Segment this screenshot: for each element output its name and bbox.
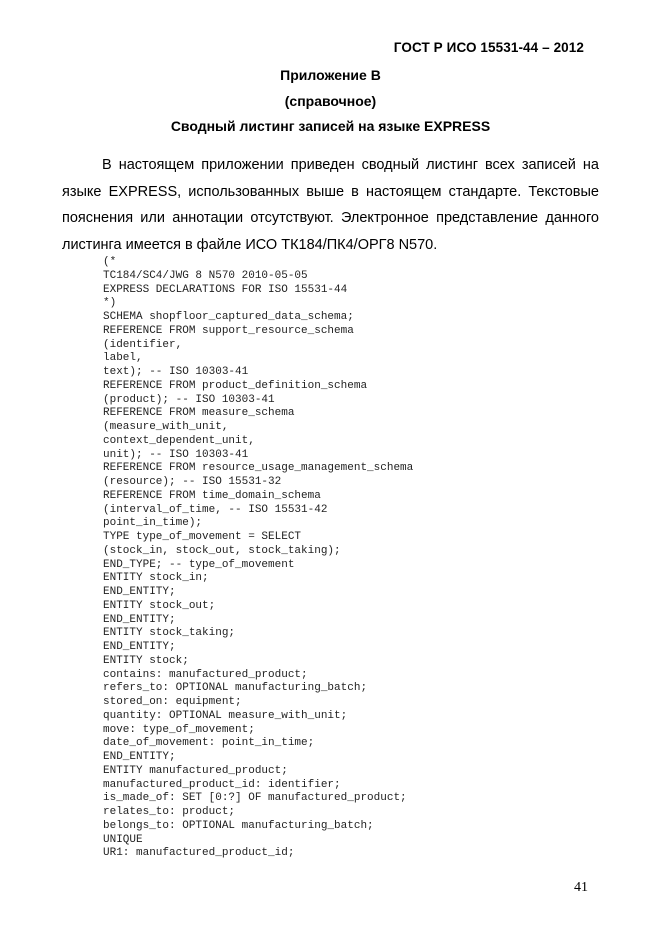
page-number: 41 <box>574 880 588 895</box>
listing-line: ENTITY stock_in; <box>103 572 209 585</box>
listing-line: EXPRESS DECLARATIONS FOR ISO 15531-44 <box>103 283 348 296</box>
intro-paragraph: В настоящем приложении приведен сводный листинг всех записей на языке EXPRESS, использованных выше в настоящем стандарте. Текстовые пояснения или аннотации отсутствуют. Электронное представление данного листинга имеется в файле ИСО ТК184/ПК4/ОРГ8 N570. <box>62 157 599 253</box>
listing-line: unit); -- ISO 10303-41 <box>103 448 249 461</box>
listing-line: point_in_time); <box>103 517 203 530</box>
listing-line: stored_on: equipment; <box>103 696 242 708</box>
listing-line: ENTITY stock_taking; <box>103 627 236 640</box>
listing-line: (* <box>103 256 117 268</box>
listing-line: TYPE type_of_movement = SELECT <box>103 531 302 543</box>
express-listing <box>103 256 413 861</box>
listing-line: (identifier, <box>103 338 183 351</box>
listing-line: END_ENTITY; <box>103 751 176 763</box>
listing-line: context_dependent_unit, <box>103 434 255 447</box>
listing-line: END_ENTITY; <box>103 641 176 653</box>
listing-line: relates_to: product; <box>103 806 236 818</box>
listing-line: ENTITY stock_out; <box>103 599 216 612</box>
listing-line: label, <box>103 352 143 365</box>
appendix-title: Приложение В <box>280 67 381 83</box>
listing-line: REFERENCE FROM support_resource_schema <box>103 324 354 337</box>
intro-section <box>62 152 599 258</box>
listing-line: contains: manufactured_product; <box>103 668 308 681</box>
listing-line: REFERENCE FROM measure_schema <box>103 407 295 420</box>
listing-line: REFERENCE FROM resource_usage_management_schema <box>103 462 414 475</box>
listing-line: SCHEMA shopfloor_captured_data_schema; <box>103 311 354 323</box>
listing-line: (stock_in, stock_out, stock_taking); <box>103 544 341 557</box>
appendix-name: Сводный листинг записей на языке EXPRESS <box>170 118 491 134</box>
listing-line: (resource); -- ISO 15531-32 <box>103 476 282 488</box>
listing-line: (product); -- ISO 10303-41 <box>103 393 275 406</box>
listing-line: belongs_to: OPTIONAL manufacturing_batch; <box>103 819 374 832</box>
listing-line: manufactured_product_id: identifier; <box>103 778 341 791</box>
listing-line: (interval_of_time, -- ISO 15531-42 <box>103 503 328 516</box>
listing-line: date_of_movement: point_in_time; <box>103 737 315 750</box>
standard-code: ГОСТ Р ИСО 15531-44 – 2012 <box>393 40 584 55</box>
listing-line: END_ENTITY; <box>103 586 176 598</box>
listing-line: END_ENTITY; <box>103 613 176 626</box>
listing-line: ENTITY stock; <box>103 654 189 667</box>
listing-line: REFERENCE FROM product_definition_schema <box>103 379 368 392</box>
listing-line: END_TYPE; -- type_of_movement <box>103 558 295 571</box>
listing-line: ENTITY manufactured_product; <box>103 764 288 777</box>
listing-line: TC184/SC4/JWG 8 N570 2010-05-05 <box>103 269 308 282</box>
listing-line: move: type_of_movement; <box>103 723 255 736</box>
listing-line: text); -- ISO 10303-41 <box>103 366 249 378</box>
listing-line: (measure_with_unit, <box>103 421 229 433</box>
listing-line: UR1: manufactured_product_id; <box>103 847 295 860</box>
listing-line: is_made_of: SET [0:?] OF manufactured_product; <box>103 792 407 805</box>
appendix-subtitle: (справочное) <box>284 93 377 109</box>
listing-line: UNIQUE <box>103 833 143 846</box>
listing-line: quantity: OPTIONAL measure_with_unit; <box>103 709 348 722</box>
listing-line: refers_to: OPTIONAL manufacturing_batch; <box>103 682 368 695</box>
listing-line: *) <box>103 297 117 310</box>
listing-line: REFERENCE FROM time_domain_schema <box>103 489 321 502</box>
